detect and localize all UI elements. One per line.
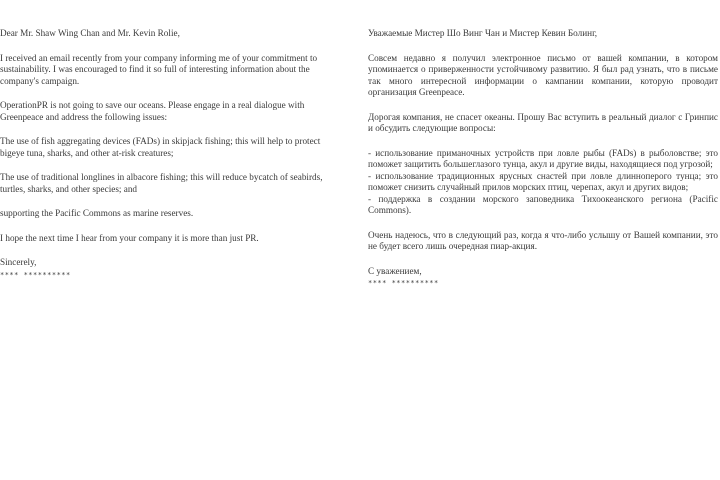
paragraph-ru-5: - поддержка в создании морского заповедника Тихоокеанского региона (Pacific Commons). xyxy=(368,193,718,215)
paragraph-ru-3: - использование приманочных устройств при ловле рыбы (FADs) в рыболовстве; это поможет защитить большеглазого тунца, акул и другие виды, находящиеся под угрозой; xyxy=(368,147,718,169)
letter-russian-column xyxy=(368,28,718,290)
paragraph-en-1: I received an email recently from your company informing me of your commitment to sustainability. I was encouraged to find it so full of interesting information about the company's campaign. xyxy=(0,52,318,86)
paragraph-en-6: I hope the next time I hear from your company it is more than just PR. xyxy=(0,232,259,243)
closing-en: Sincerely, xyxy=(0,257,37,267)
signature-en: **** ********** xyxy=(0,270,71,279)
paragraph-ru-1: Совсем недавно я получил электронное письмо от вашей компании, в котором упоминается о приверженности устойчивому развитию. Я был рад узнать, что в письме так много интересной информации о кампании компании, которую проводит организация Greenpeace. xyxy=(368,52,718,97)
paragraph-ru-6: Очень надеюсь, что в следующий раз, когда я что-либо услышу от Вашей компании, это не будет всего лишь очередная пиар-акция. xyxy=(368,229,718,251)
paragraph-en-3: The use of fish aggregating devices (FADs) in skipjack fishing; this will help to protect bigeye tuna, sharks, and other at-risk creatures; xyxy=(0,136,321,158)
paragraph-en-5: supporting the Pacific Commons as marine reserves. xyxy=(0,208,194,218)
paragraph-en-2: OperationPR is not going to save our oceans. Please engage in a real dialogue with Greenpeace and address the following issues: xyxy=(0,100,305,122)
paragraph-ru-2: Дорогая компания, не спасет океаны. Прошу Вас вступить в реальный диалог с Гринпис и обсудить следующие вопросы: xyxy=(368,111,718,133)
salutation-ru: Уважаемые Мистер Шо Винг Чан и Мистер Кевин Болинг, xyxy=(368,28,598,38)
paragraph-en-4: The use of traditional longlines in albacore fishing; this will reduce bycatch of seabirds, turtles, sharks, and other species; and xyxy=(0,172,323,194)
letter-english-column xyxy=(0,28,335,281)
paragraph-ru-4: - использование традиционных ярусных снастей при ловле длинноперого тунца; это поможет снизить случайный прилов морских птиц, черепах, акул и других видов; xyxy=(368,170,718,192)
signature-ru: **** ********** xyxy=(368,279,439,287)
salutation-en: Dear Mr. Shaw Wing Chan and Mr. Kevin Rolie, xyxy=(0,28,180,38)
closing-ru: С уважением, xyxy=(368,265,422,276)
